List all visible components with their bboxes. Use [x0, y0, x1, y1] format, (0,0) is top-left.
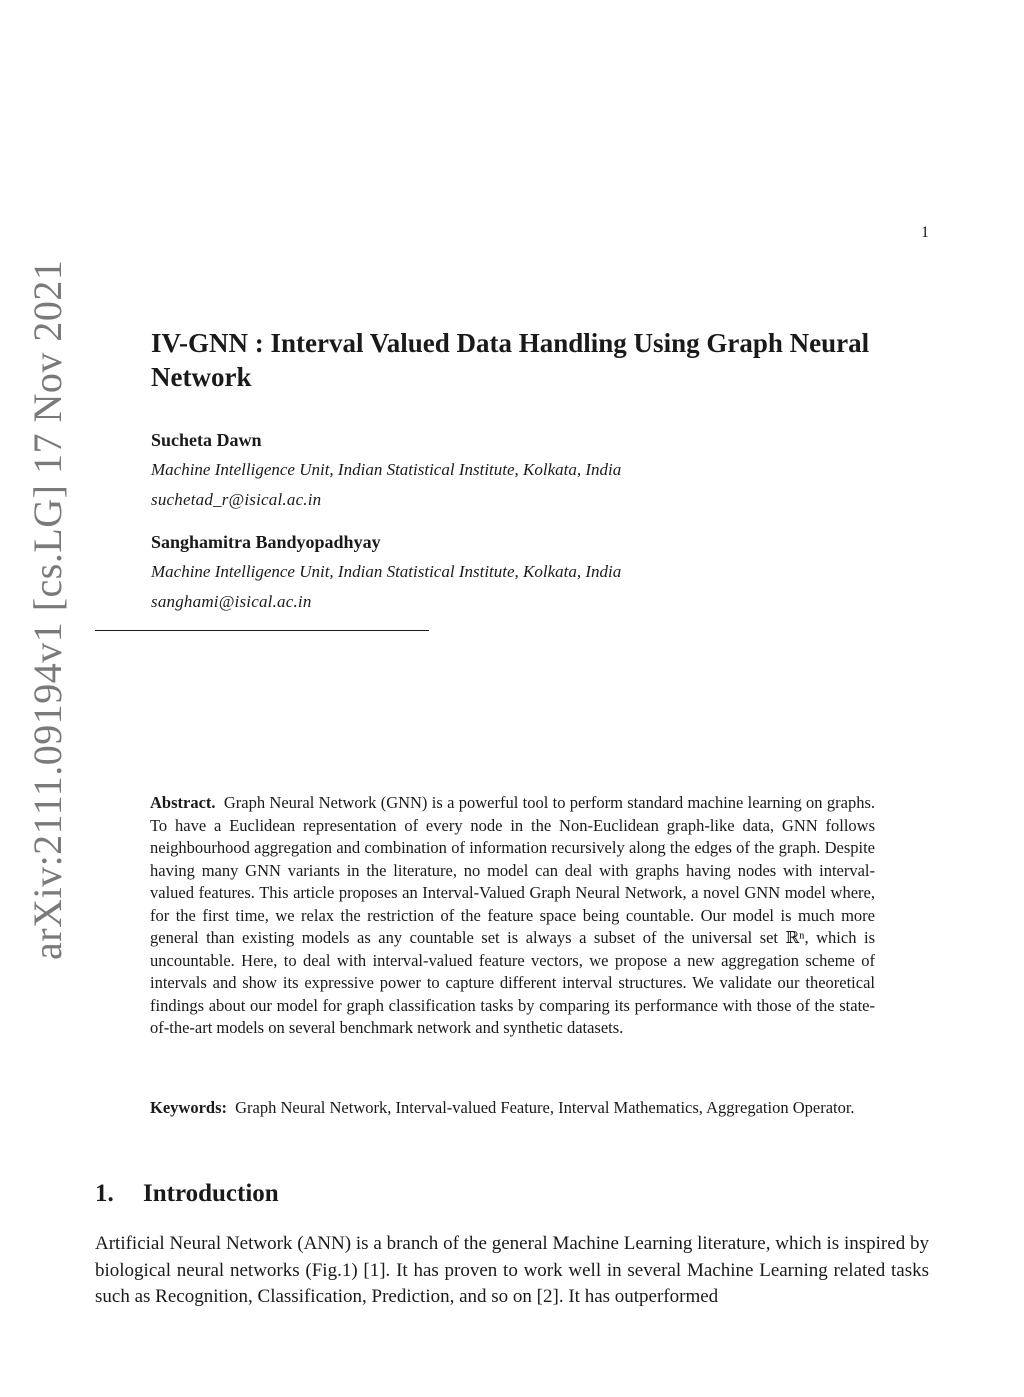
page-number: 1 — [921, 224, 929, 241]
author-block-2 — [151, 530, 851, 613]
author-name: Sucheta Dawn — [151, 430, 262, 450]
keywords-text: Graph Neural Network, Interval-valued Feature, Interval Mathematics, Aggregation Operator. — [235, 1098, 855, 1117]
footnote-rule — [95, 630, 429, 631]
author-affiliation: Machine Intelligence Unit, Indian Statistical Institute, Kolkata, India — [151, 460, 622, 479]
author-block-1 — [151, 428, 851, 511]
abstract — [150, 792, 875, 1040]
author-email: suchetad_r@isical.ac.in — [151, 490, 322, 509]
abstract-text: Graph Neural Network (GNN) is a powerful tool to perform standard machine learning on graphs. To have a Euclidean representation of every node in the Non-Euclidean graph-like data, GNN follows neighbourhood aggregation and combination of information recursively along the edges of the graph. Despite having many GNN variants in the literature, no model can deal with graphs having nodes with interval-valued features. This article proposes an Interval-Valued Graph Neural Network, a novel GNN model where, for the first time, we relax the restriction of the feature space being countable. Our model is much more general than existing models as any countable set is always a subset of the universal set ℝⁿ, which is uncountable. Here, to deal with interval-valued feature vectors, we propose a new aggregation scheme of intervals and show its expressive power to capture different interval structures. We validate our theoretical findings about our model for graph classification tasks by comparing its performance with those of the state-of-the-art models on several benchmark network and synthetic datasets. — [150, 793, 876, 1037]
section-title: Introduction — [143, 1180, 279, 1207]
abstract-label: Abstract. — [150, 793, 216, 812]
keywords-label: Keywords: — [150, 1098, 227, 1117]
author-affiliation: Machine Intelligence Unit, Indian Statistical Institute, Kolkata, India — [151, 562, 622, 581]
section-heading-introduction — [95, 1178, 279, 1210]
introduction-paragraph: Artificial Neural Network (ANN) is a branch of the general Machine Learning literature, which is inspired by biological neural networks (Fig.1) [1]. It has proven to work well in several Machine Learning related tasks such as Recognition, Classification, Prediction, and so on [2]. It has outperformed — [95, 1233, 929, 1307]
section-number: 1. — [95, 1180, 114, 1207]
paper-title: IV-GNN : Interval Valued Data Handling Using Graph Neural Network — [151, 328, 870, 392]
arxiv-identifier: arXiv:2111.09194v1 [cs.LG] 17 Nov 2021 — [25, 259, 70, 960]
author-name: Sanghamitra Bandyopadhyay — [151, 532, 381, 552]
author-email: sanghami@isical.ac.in — [151, 592, 312, 611]
keywords — [150, 1097, 875, 1120]
